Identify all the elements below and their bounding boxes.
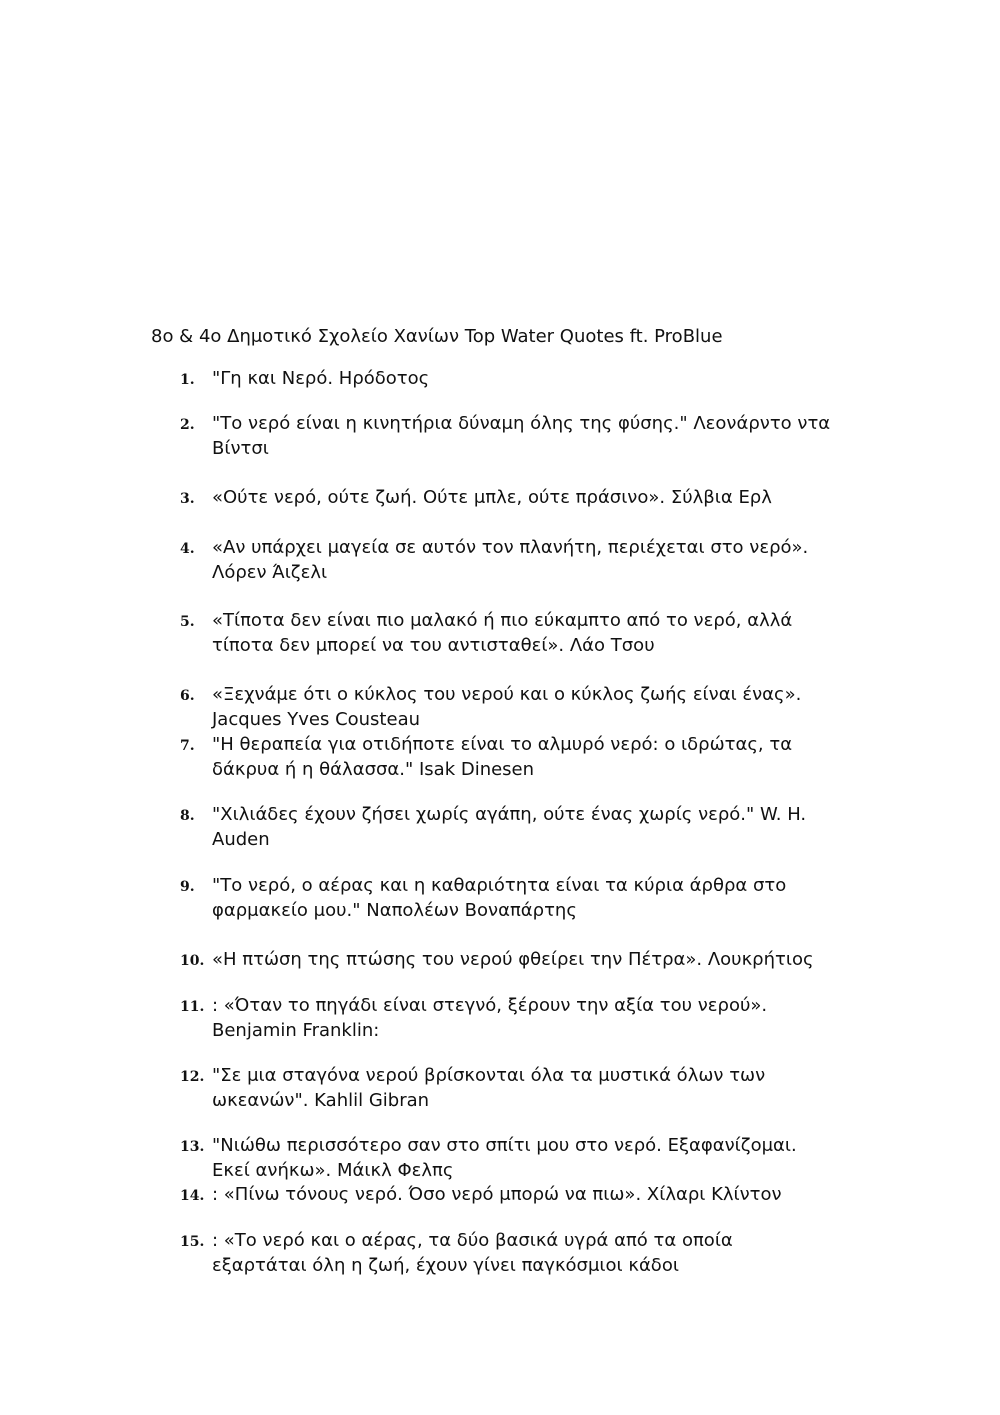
quote-line: Benjamin Franklin:	[212, 1019, 380, 1041]
quote-number: 3.	[180, 491, 195, 507]
quote-text	[212, 803, 862, 852]
quote-text	[212, 1183, 862, 1208]
quote-number: 6.	[180, 688, 195, 704]
document-title: 8ο & 4ο Δημοτικό Σχολείο Χανίων Top Water Quotes ft. ProBlue	[151, 326, 723, 347]
quote-line: Βίντσι	[212, 437, 269, 459]
quote-line: "Νιώθω περισσότερο σαν στο σπίτι μου στο νερό. Εξαφανίζομαι.	[212, 1135, 797, 1156]
quote-number: 2.	[180, 417, 195, 433]
quote-number: 9.	[180, 879, 195, 895]
quote-line: "Το νερό, ο αέρας και η καθαριότητα είναι τα κύρια άρθρα στο	[212, 875, 787, 896]
quote-line: "Σε μια σταγόνα νερού βρίσκονται όλα τα μυστικά όλων των	[212, 1065, 766, 1086]
quote-number: 14.	[180, 1188, 205, 1204]
quote-number: 8.	[180, 808, 195, 824]
quote-text	[212, 1229, 862, 1278]
quote-text	[212, 486, 862, 511]
quote-line: Jacques Yves Cousteau	[212, 708, 421, 730]
quote-text	[212, 536, 862, 585]
quote-text	[212, 1134, 862, 1183]
quote-number: 7.	[180, 738, 195, 754]
quote-line: "Η θεραπεία για οτιδήποτε είναι το αλμυρό νερό: ο ιδρώτας, τα	[212, 734, 793, 755]
quote-text	[212, 874, 862, 923]
quote-number: 1.	[180, 372, 195, 388]
quote-line: : «Όταν το πηγάδι είναι στεγνό, ξέρουν την αξία του νερού».	[212, 995, 768, 1016]
quote-line: «Αν υπάρχει μαγεία σε αυτόν τον πλανήτη, περιέχεται στο νερό».	[212, 537, 809, 558]
quote-line: τίποτα δεν μπορεί να του αντισταθεί». Λάο Τσου	[212, 634, 655, 656]
quote-text	[212, 1064, 862, 1113]
quote-text	[212, 948, 862, 973]
quote-number: 12.	[180, 1069, 205, 1085]
quote-line: "Χιλιάδες έχουν ζήσει χωρίς αγάπη, ούτε ένας χωρίς νερό." W. H.	[212, 804, 807, 825]
quote-line: «Ξεχνάμε ότι ο κύκλος του νερού και ο κύκλος ζωής είναι ένας».	[212, 684, 802, 705]
quote-number: 11.	[180, 999, 205, 1015]
quote-line: ωκεανών". Kahlil Gibran	[212, 1089, 430, 1111]
quote-line: Εκεί ανήκω». Μάικλ Φελπς	[212, 1159, 454, 1181]
quote-line: δάκρυα ή η θάλασσα." Isak Dinesen	[212, 758, 535, 780]
quote-text	[212, 367, 862, 392]
quote-line: εξαρτάται όλη η ζωή, έχουν γίνει παγκόσμιοι κάδοι	[212, 1254, 679, 1276]
quote-number: 10.	[180, 953, 205, 969]
quote-line: Λόρεν Άιζελι	[212, 561, 328, 583]
quote-line: φαρμακείο μου." Ναπολέων Βοναπάρτης	[212, 899, 577, 921]
quote-text	[212, 683, 862, 732]
quote-line: "Γη και Νερό. Ηρόδοτος	[212, 368, 430, 389]
quote-text	[212, 609, 862, 658]
quote-line: "Το νερό είναι η κινητήρια δύναμη όλης της φύσης." Λεονάρντο ντα	[212, 413, 831, 434]
quote-number: 15.	[180, 1234, 205, 1250]
quote-number: 5.	[180, 614, 195, 630]
quote-line: «Τίποτα δεν είναι πιο μαλακό ή πιο εύκαμπτο από το νερό, αλλά	[212, 610, 793, 631]
quote-line: «Η πτώση της πτώσης του νερού φθείρει την Πέτρα». Λουκρήτιος	[212, 949, 814, 970]
quote-number: 13.	[180, 1139, 205, 1155]
quote-line: Auden	[212, 828, 270, 850]
quote-text	[212, 994, 862, 1043]
quote-line: : «Το νερό και ο αέρας, τα δύο βασικά υγρά από τα οποία	[212, 1230, 733, 1251]
quote-text	[212, 412, 862, 461]
quote-line: «Ούτε νερό, ούτε ζωή. Ούτε μπλε, ούτε πράσινο». Σύλβια Ερλ	[212, 487, 772, 508]
quote-text	[212, 733, 862, 782]
quote-number: 4.	[180, 541, 195, 557]
quote-line: : «Πίνω τόνους νερό. Όσο νερό μπορώ να πιω». Χίλαρι Κλίντον	[212, 1184, 782, 1205]
